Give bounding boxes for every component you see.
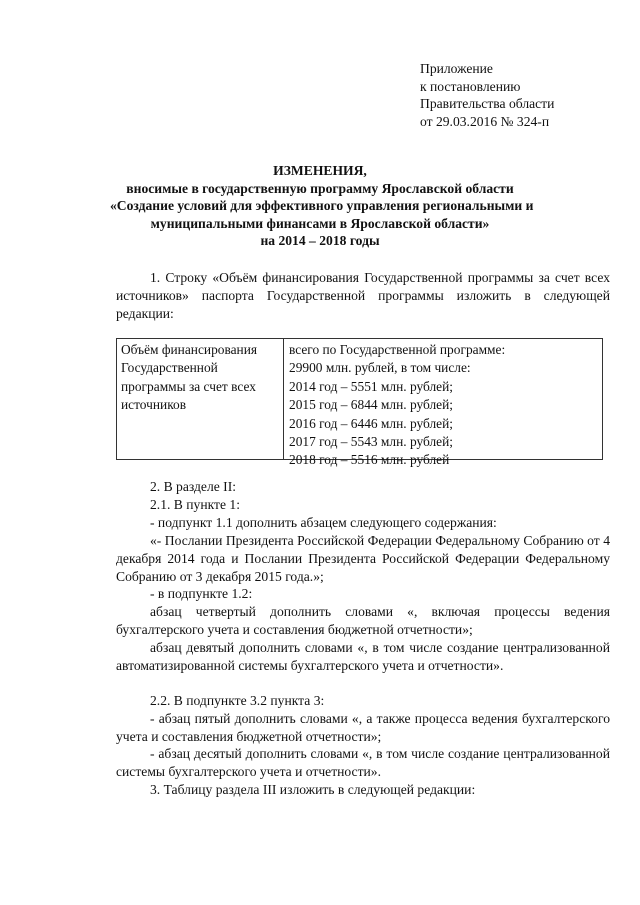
paragraph-4-amendment: абзац четвертый дополнить словами «, включая процессы ведения бухгалтерского учета и составления бюджетной отчетности»; — [116, 604, 610, 637]
quote-paragraph: «- Послании Президента Российской Федерации Федеральному Собранию от 4 декабря 2014 года и Послании Президента Российской Федерации Федеральному Собранию от 3 декабря 2015 года.»; — [116, 533, 610, 584]
approval-line: Приложение — [420, 61, 493, 76]
financing-total-amount: 29900 млн. рублей, в том числе: — [289, 360, 471, 376]
section-1-paragraph: 1. Строку «Объём финансирования Государственной программы за счет всех источников» паспорта Государственной программы изложить в следующей редакции: — [116, 270, 610, 321]
section-2-heading: 2. В разделе II: — [150, 479, 237, 494]
document-title — [110, 162, 534, 250]
financing-table — [116, 338, 603, 468]
section-3-heading: 3. Таблицу раздела III изложить в следующей редакции: — [150, 782, 476, 797]
paragraph-10-amendment: - абзац десятый дополнить словами «, в том числе создание централизованной системы бухгалтерского учета и отчетности». — [116, 746, 610, 779]
title-line: вносимые в государственную программу Ярославской области — [126, 180, 514, 196]
paragraph-5-amendment: - абзац пятый дополнить словами «, а также процесса ведения бухгалтерского учета и составления бюджетной отчетности»; — [116, 711, 610, 744]
financing-year-row: 2017 год – 5543 млн. рублей; — [289, 434, 453, 450]
subsection-2-1: 2.1. В пункте 1: — [150, 497, 240, 512]
subsection-2-2: 2.2. В подпункте 3.2 пункта 3: — [150, 693, 325, 708]
financing-year-row: 2016 год – 6446 млн. рублей; — [289, 415, 453, 431]
financing-year-row: 2018 год – 5516 млн. рублей — [289, 452, 450, 468]
financing-total: всего по Государственной программе: — [289, 342, 506, 357]
approval-line: Правительства области — [420, 96, 555, 112]
approval-line: к постановлению — [420, 78, 521, 94]
financing-values-cell — [284, 339, 602, 468]
title-line: «Создание условий для эффективного управления региональными и — [110, 198, 534, 214]
financing-label-cell: Объём финансирования Государственной программы за счет всех источников — [117, 339, 284, 459]
financing-year-row: 2015 год – 6844 млн. рублей; — [289, 397, 453, 413]
title-line: на 2014 – 2018 годы — [260, 233, 380, 249]
subsection-1-2: - в подпункте 1.2: — [150, 586, 253, 601]
approval-date-number: от 29.03.2016 № 324-п — [420, 113, 550, 129]
financing-year-row: 2014 год – 5551 млн. рублей; — [289, 378, 453, 394]
paragraph-9-amendment: абзац девятый дополнить словами «, в том числе создание централизованной автоматизированной системы бухгалтерского учета и отчетности». — [116, 640, 610, 673]
subsection-2-1-item: - подпункт 1.1 дополнить абзацем следующего содержания: — [150, 515, 497, 530]
title-line: ИЗМЕНЕНИЯ, — [273, 163, 367, 178]
title-line: муниципальными финансами в Ярославской области» — [150, 215, 490, 231]
approval-block — [420, 60, 554, 130]
